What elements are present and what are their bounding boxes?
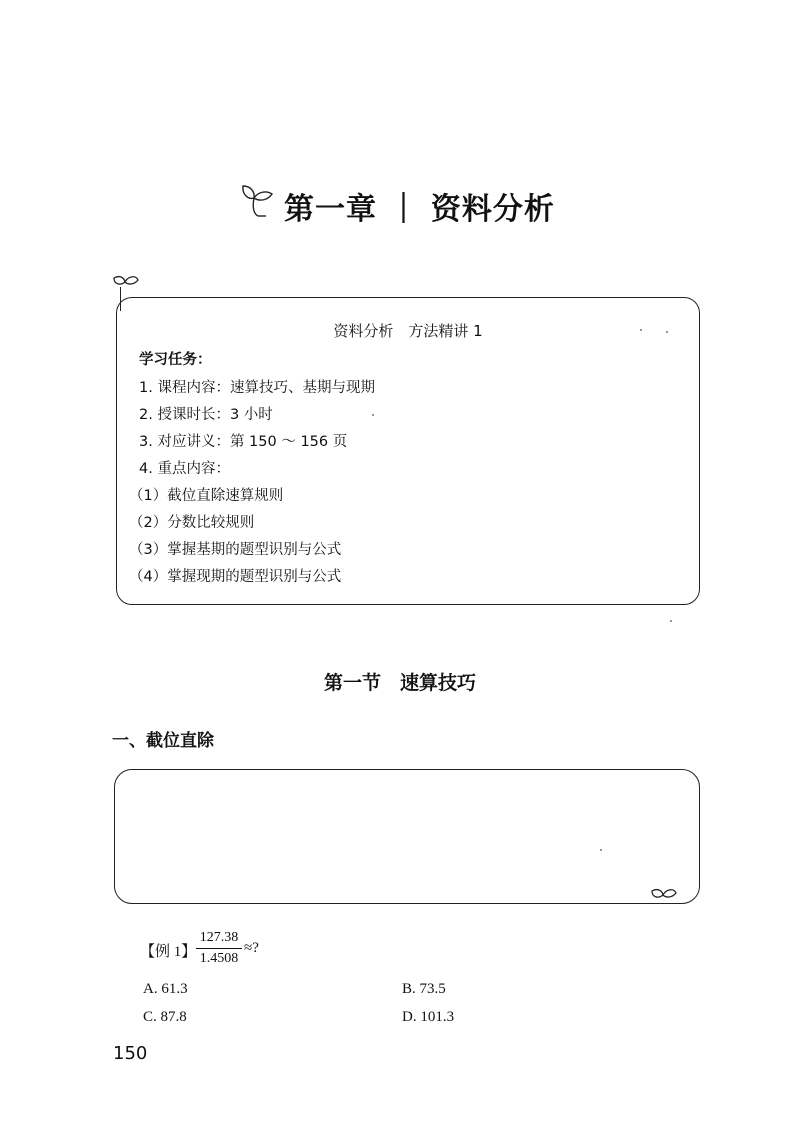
- option-d: D. 101.3: [402, 1009, 455, 1025]
- fraction: [196, 930, 242, 967]
- task-box: [116, 297, 700, 605]
- task-item: 4. 重点内容：: [139, 461, 230, 477]
- task-item: （3）掌握基期的题型识别与公式: [129, 542, 342, 558]
- scan-speck: [372, 414, 374, 416]
- subsection-title: 一、截位直除: [112, 731, 214, 751]
- task-item: 2. 授课时长：3 小时: [139, 407, 273, 423]
- task-box-title: 资料分析 方法精讲 1: [333, 322, 483, 340]
- note-box: [114, 769, 700, 904]
- approx-question: ≈?: [244, 940, 259, 956]
- option-a: A. 61.3: [143, 981, 188, 997]
- section-title: 第一节 速算技巧: [323, 672, 476, 694]
- task-item: （1）截位直除速算规则: [129, 488, 284, 504]
- task-item: 3. 对应讲义：第 150 ～ 156 页: [139, 434, 348, 450]
- scan-speck: [666, 331, 668, 333]
- sprout-icon: [240, 178, 280, 218]
- scan-speck: [670, 620, 672, 622]
- option-b: B. 73.5: [402, 981, 446, 997]
- task-heading: 学习任务：: [139, 352, 212, 368]
- chapter-title-text: 第一章 ｜ 资料分析: [284, 192, 555, 227]
- leaf-icon: [112, 272, 140, 292]
- option-c: C. 87.8: [143, 1009, 187, 1025]
- task-item: （2）分数比较规则: [129, 515, 255, 531]
- fraction-denominator: 1.4508: [199, 951, 239, 966]
- task-item: 1. 课程内容：速算技巧、基期与现期: [139, 380, 375, 396]
- fraction-numerator: 127.38: [196, 930, 242, 949]
- example-label: 【例 1】: [140, 944, 197, 960]
- task-item: （4）掌握现期的题型识别与公式: [129, 569, 342, 585]
- chapter-title: [240, 178, 560, 234]
- leaf-icon: [650, 885, 678, 905]
- scan-speck: [640, 329, 642, 331]
- page-number: 150: [113, 1043, 148, 1064]
